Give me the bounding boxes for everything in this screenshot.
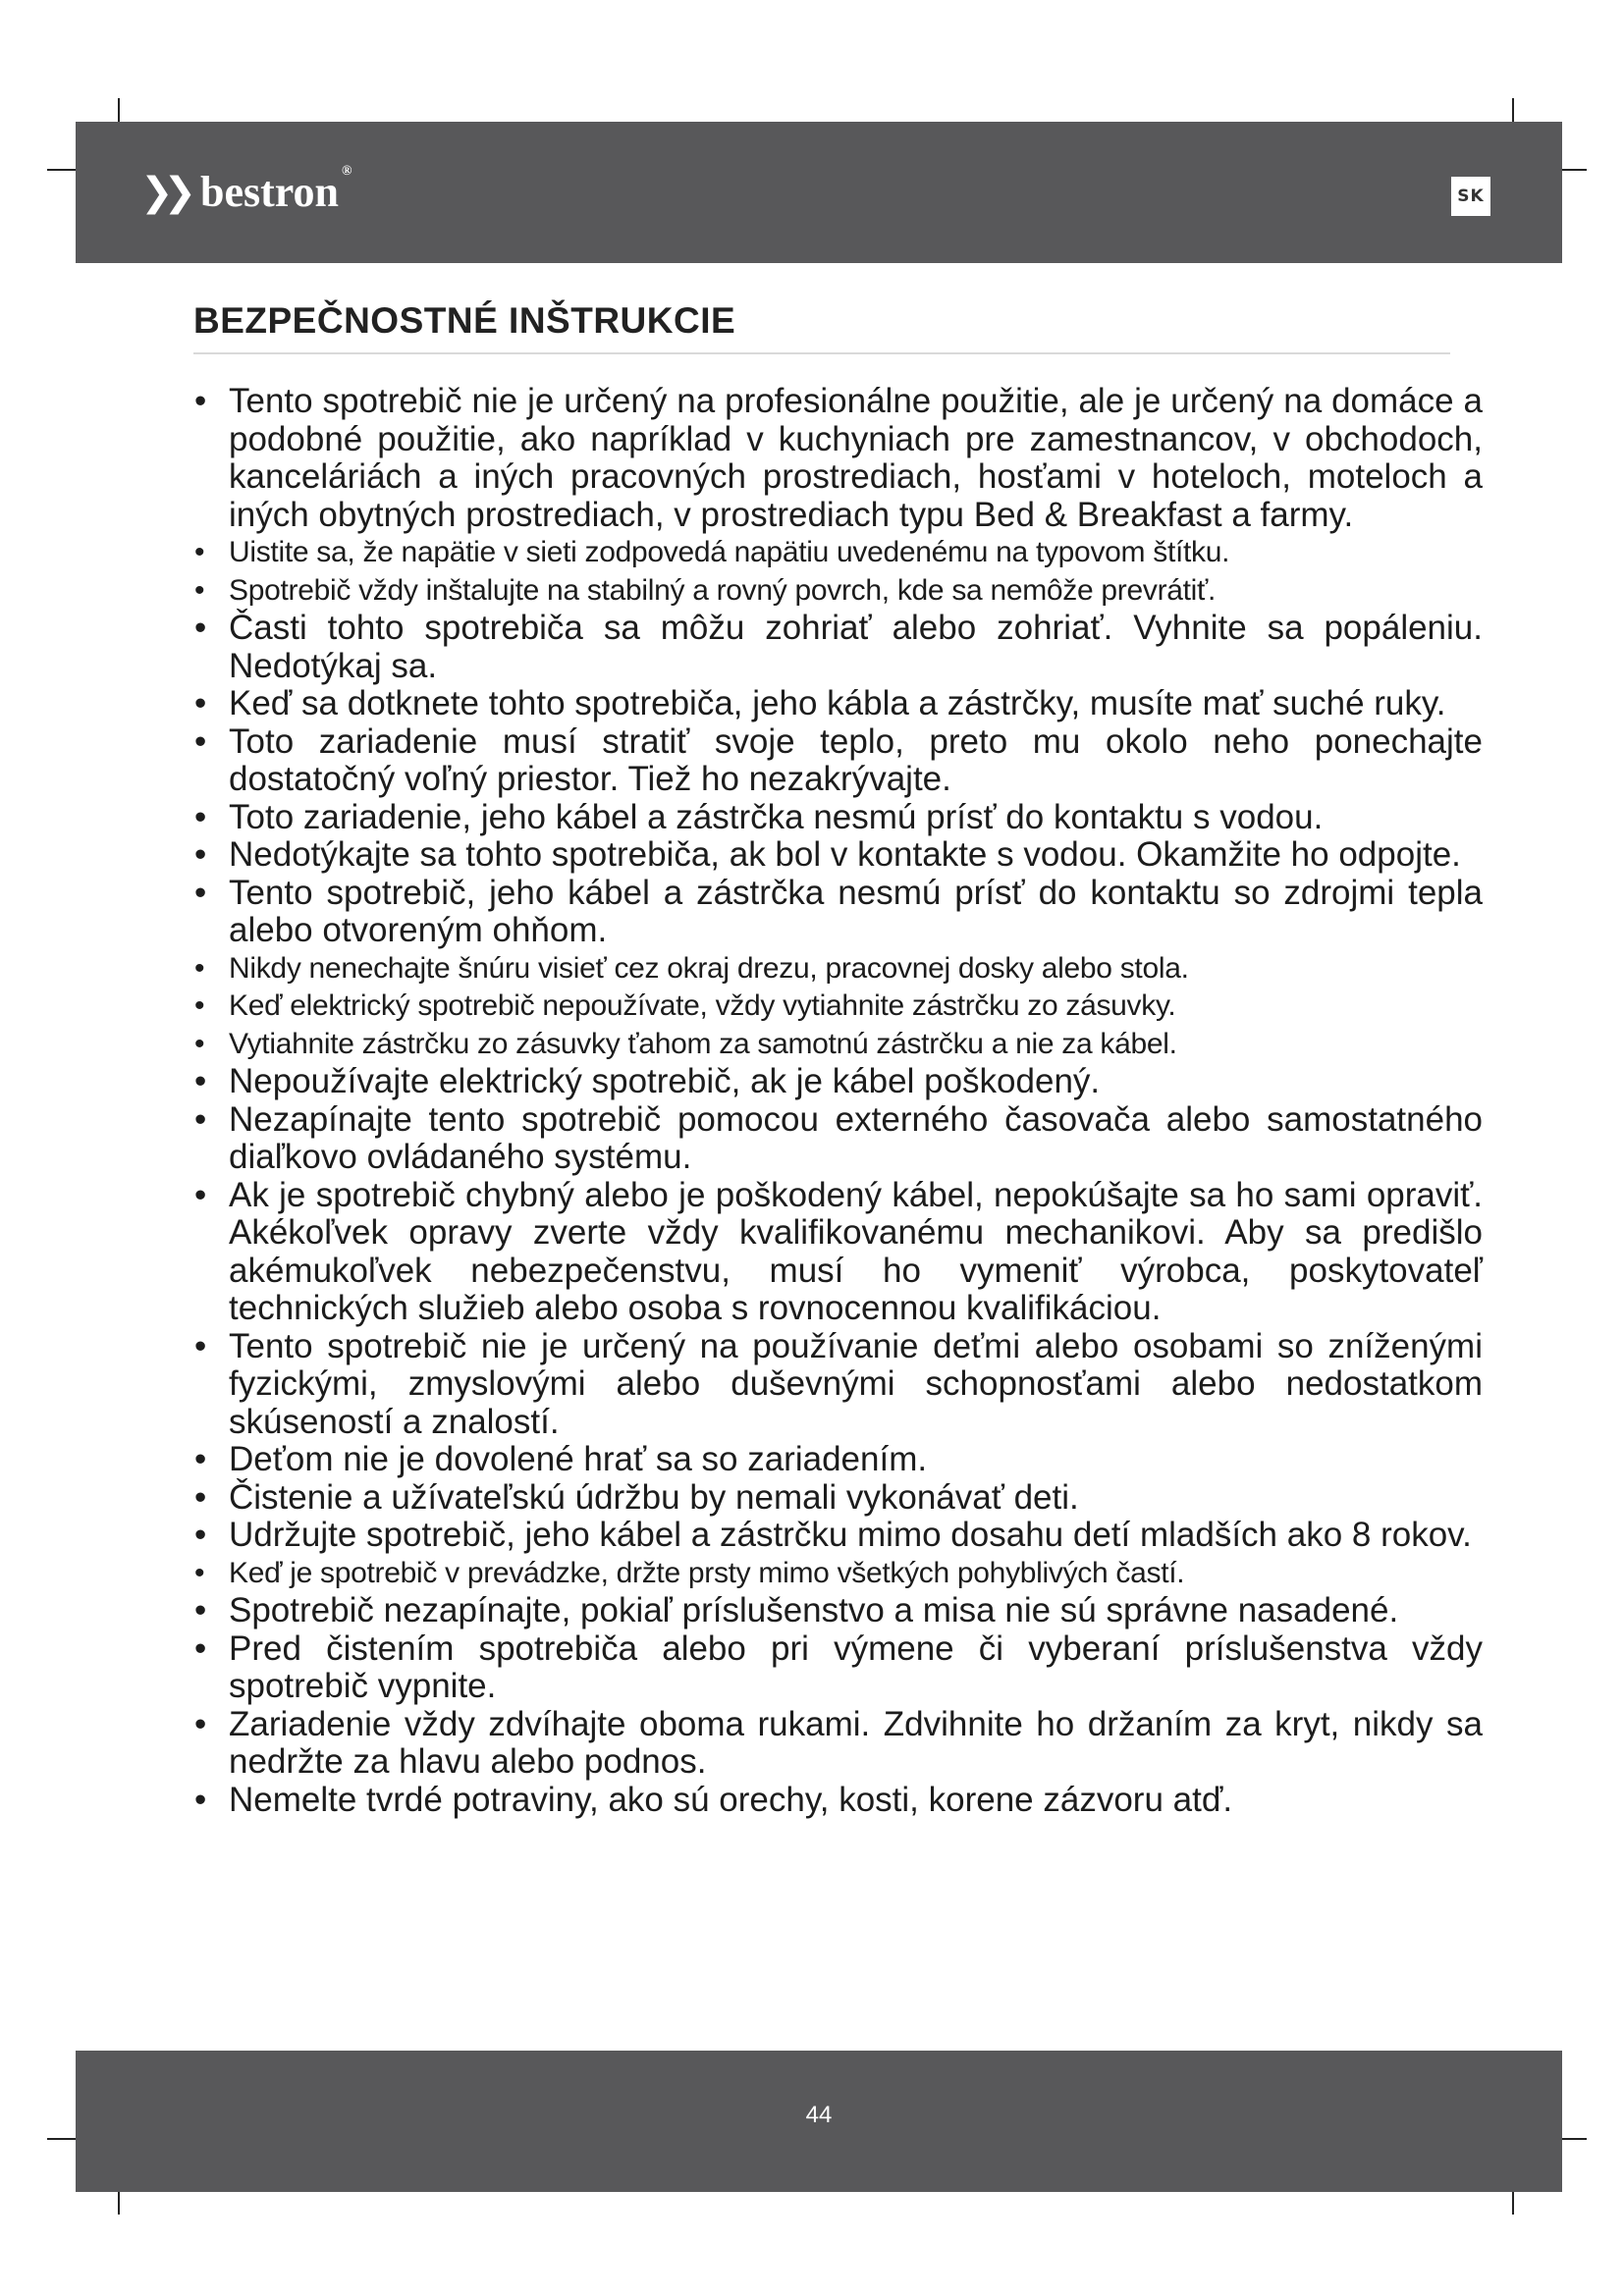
bullet-icon: •	[194, 1440, 207, 1478]
bullet-icon: •	[194, 873, 207, 912]
list-item: • Uistite sa, že napätie v sieti zodpovedá napätiu uvedenému na typovom štítku.	[187, 534, 1483, 572]
list-item: • Toto zariadenie musí stratiť svoje teplo, preto mu okolo neho ponechajte dostatočný voľný priestor. Tiež ho nezakrývajte.	[194, 721, 1483, 798]
bullet-icon: •	[194, 835, 207, 874]
list-item: • Pred čistením spotrebiča alebo pri výmene či vyberaní príslušenstva vždy spotrebič vypnite.	[194, 1629, 1483, 1705]
bullet-icon: •	[194, 684, 207, 722]
section-title: BEZPEČNOSTNÉ INŠTRUKCIE	[193, 300, 736, 341]
bullet-icon: •	[194, 1175, 207, 1214]
list-item: • Toto zariadenie, jeho kábel a zástrčka nesmú prísť do kontaktu s vodou.	[194, 797, 1324, 836]
safety-instructions-list	[187, 383, 1483, 1819]
list-item: • Udržujte spotrebič, jeho kábel a zástrčku mimo dosahu detí mladších ako 8 rokov.	[194, 1516, 1472, 1554]
list-item: • Keď elektrický spotrebič nepoužívate, vždy vytiahnite zástrčku zo zásuvky.	[187, 988, 1483, 1026]
brand-logo	[140, 164, 352, 216]
bullet-icon: •	[194, 1027, 205, 1060]
bullet-icon: •	[194, 1591, 207, 1629]
list-item: • Deťom nie je dovolené hrať sa so zariadením.	[194, 1440, 928, 1478]
bullet-icon: •	[194, 382, 207, 420]
title-divider	[193, 352, 1450, 354]
list-item: • Tento spotrebič nie je určený na používanie deťmi alebo osobami so zníženými fyzickými, zmyslovými alebo duševnými schopnosťami alebo nedostatkom skúseností a znalostí.	[194, 1326, 1483, 1441]
list-item: • Spotrebič nezapínajte, pokiaľ príslušenstvo a misa nie sú správne nasadené.	[194, 1591, 1399, 1629]
list-item: • Keď je spotrebič v prevádzke, držte prsty mimo všetkých pohyblivých častí.	[187, 1555, 1483, 1593]
bullet-icon: •	[194, 1780, 207, 1819]
list-item: • Nikdy nenechajte šnúru visieť cez okraj drezu, pracovnej dosky alebo stola.	[187, 950, 1483, 988]
bullet-icon: •	[194, 721, 207, 761]
list-item: • Nemelte tvrdé potraviny, ako sú orechy, kosti, korene zázvoru atď.	[194, 1780, 1233, 1819]
list-item: • Tento spotrebič nie je určený na profesionálne použitie, ale je určený na domáce a podobné použitie, ako napríklad v kuchyniach pre zamestnancov, v obchodoch, kanceláriách a iných pracovných prostrediach, hosťami v hoteloch, moteloch a iných obytných prostrediach, v prostrediach typu Bed & Breakfast a farmy.	[194, 382, 1483, 534]
list-item: • Čistenie a užívateľskú údržbu by nemali vykonávať deti.	[194, 1477, 1079, 1517]
bullet-icon: •	[194, 1099, 207, 1139]
bullet-icon: •	[194, 1629, 207, 1668]
bullet-icon: •	[194, 951, 205, 985]
list-item: • Vytiahnite zástrčku zo zásuvky ťahom za samotnú zástrčku a nie za kábel.	[187, 1026, 1483, 1064]
chevron-logo-icon: ❯❯	[140, 170, 188, 215]
list-item: • Časti tohto spotrebiča sa môžu zohriať alebo zohriať. Vyhnite sa popáleniu. Nedotýkaj sa.	[194, 609, 1483, 685]
bullet-icon: •	[194, 609, 207, 647]
bullet-icon: •	[194, 1477, 207, 1517]
bullet-icon: •	[194, 1062, 207, 1100]
bullet-icon: •	[194, 573, 205, 607]
brand-wordmark: bestron ®	[200, 164, 352, 216]
list-item: • Tento spotrebič, jeho kábel a zástrčka nesmú prísť do kontaktu so zdrojmi tepla alebo otvoreným ohňom.	[194, 873, 1483, 949]
list-item: • Nezapínajte tento spotrebič pomocou externého časovača alebo samostatného diaľkovo ovládaného systému.	[194, 1099, 1483, 1176]
language-badge: SK	[1451, 177, 1490, 216]
list-item: • Keď sa dotknete tohto spotrebiča, jeho kábla a zástrčky, musíte mať suché ruky.	[194, 684, 1446, 722]
header-bar	[76, 122, 1562, 263]
bullet-icon: •	[194, 797, 207, 836]
bullet-icon: •	[194, 989, 205, 1022]
bullet-icon: •	[194, 1326, 207, 1365]
bullet-icon: •	[194, 1556, 205, 1589]
bullet-icon: •	[194, 536, 205, 568]
list-item: • Spotrebič vždy inštalujte na stabilný a rovný povrch, kde sa nemôže prevrátiť.	[187, 572, 1483, 611]
footer-bar	[76, 2051, 1562, 2192]
list-item: • Nepoužívajte elektrický spotrebič, ak je kábel poškodený.	[194, 1062, 1101, 1100]
list-item: • Nedotýkajte sa tohto spotrebiča, ak bol v kontakte s vodou. Okamžite ho odpojte.	[194, 835, 1461, 874]
bullet-icon: •	[194, 1704, 207, 1743]
bullet-icon: •	[194, 1516, 207, 1554]
page-number: 44	[805, 2102, 833, 2128]
list-item: • Ak je spotrebič chybný alebo je poškodený kábel, nepokúšajte sa ho sami opraviť. Akékoľvek opravy zverte vždy kvalifikovanému mechanikovi. Aby sa predišlo akémukoľvek nebezpečenstvu, musí ho vymeniť výrobca, poskytovateľ technických služieb alebo osoba s rovnocennou kvalifikáciou.	[194, 1175, 1483, 1327]
list-item: • Zariadenie vždy zdvíhajte oboma rukami. Zdvihnite ho držaním za kryt, nikdy sa nedržte za hlavu alebo podnos.	[194, 1704, 1483, 1781]
